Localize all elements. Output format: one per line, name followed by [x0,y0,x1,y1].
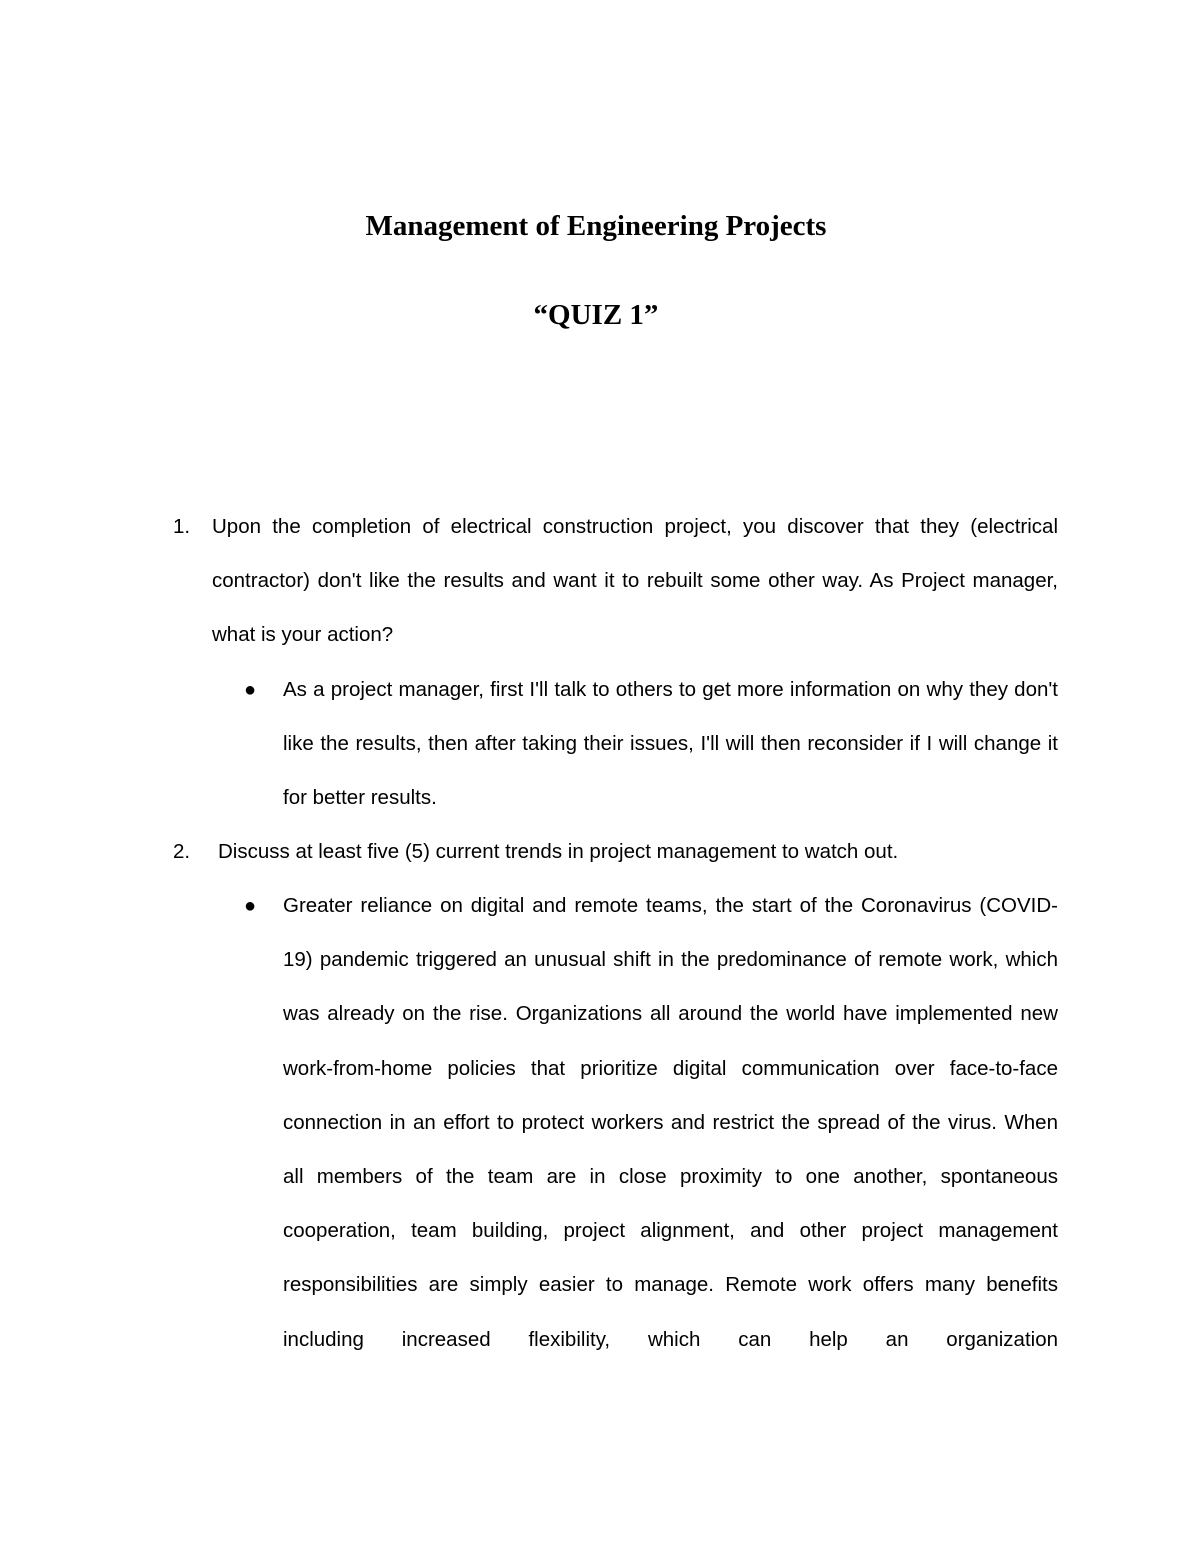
answer-text: As a project manager, first I'll talk to others to get more information on why they don't like the results, then after taking their issues, I'll will then reconsider if I will change it for better results. [283,678,1058,810]
question-number: 2. [173,840,191,863]
document-title: Management of Engineering Projects [365,210,827,242]
question-text: Upon the completion of electrical construction project, you discover that they (electrical contractor) don't like the results and want it to rebuilt some other way. As Project manager, what is your action? [212,515,1058,647]
question-number: 1. [173,515,191,538]
question-text: Discuss at least five (5) current trends in project management to watch out. [218,840,899,863]
bullet-icon: ● [244,679,257,701]
answer-text: Greater reliance on digital and remote teams, the start of the Coronavirus (COVID-19) pandemic triggered an unusual shift in the predominance of remote work, which was already on the rise. Organizations all around the world have implemented new work-from-home policies that prioritize digital communication over face-to-face connection in an effort to protect workers and restrict the spread of the virus. When all members of the team are in close proximity to one another, spontaneous cooperation, team building, project alignment, and other project management responsibilities are simply easier to manage. Remote work offers many benefits including increased flexibility, which can help an organization [283,894,1058,1351]
bullet-icon: ● [244,895,257,917]
document-subtitle: “QUIZ 1” [533,299,659,331]
